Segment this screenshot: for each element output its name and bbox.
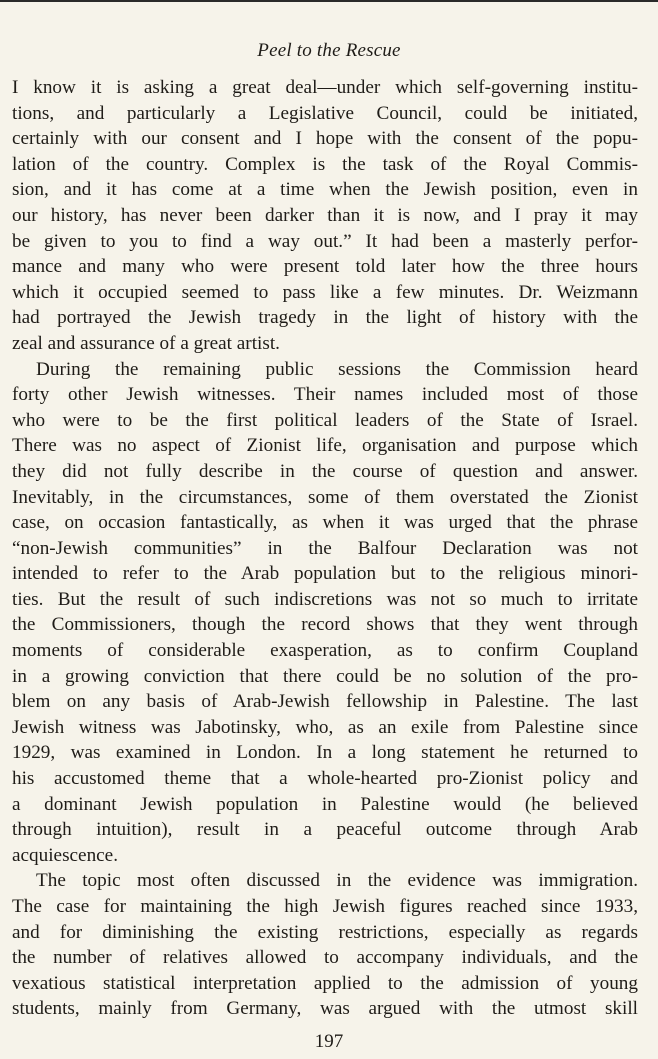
text-line: had portrayed the Jewish tragedy in the light of history with the <box>12 307 638 329</box>
text-line: the number of relatives allowed to accompany individuals, and the <box>12 947 638 969</box>
text-line: his accustomed theme that a whole-hearted pro-Zionist policy and <box>12 768 638 790</box>
text-line: lation of the country. Complex is the task of the Royal Commis- <box>12 153 638 175</box>
text-line: forty other Jewish witnesses. Their names included most of those <box>12 384 638 406</box>
text-line: sion, and it has come at a time when the Jewish position, even in <box>12 179 638 201</box>
text-line: be given to you to find a way out.” It had been a masterly perfor- <box>12 230 638 252</box>
text-line: our history, has never been darker than it is now, and I pray it may <box>12 204 638 226</box>
text-line: in a growing conviction that there could be no solution of the pro- <box>12 665 638 687</box>
text-line: 1929, was examined in London. In a long statement he returned to <box>12 742 638 764</box>
running-head: Peel to the Rescue <box>257 40 401 61</box>
text-line: case, on occasion fantastically, as when it was urged that the phrase <box>12 512 638 534</box>
text-line: acquiescence. <box>12 844 118 866</box>
text-line: vexatious statistical interpretation applied to the admission of young <box>12 972 638 994</box>
paragraph-3 <box>12 868 638 1022</box>
text-line: intended to refer to the Arab population but to the religious minori- <box>12 563 638 585</box>
text-line: certainly with our consent and I hope with the consent of the popu- <box>12 128 638 150</box>
body-text <box>12 75 638 1022</box>
text-line: The case for maintaining the high Jewish figures reached since 1933, <box>12 896 638 917</box>
text-line: they did not fully describe in the course of question and answer. <box>12 460 638 482</box>
text-line: Jewish witness was Jabotinsky, who, as an exile from Palestine since <box>12 716 638 738</box>
text-line: mance and many who were present told later how the three hours <box>12 256 638 278</box>
text-line: There was no aspect of Zionist life, organisation and purpose which <box>12 435 638 457</box>
text-line: ties. But the result of such indiscretions was not so much to irritate <box>12 588 638 610</box>
text-line: through intuition), result in a peaceful outcome through Arab <box>12 819 638 841</box>
text-line: students, mainly from Germany, was argued with the utmost skill <box>12 998 638 1020</box>
page-number: 197 <box>314 1031 344 1052</box>
text-line: “non-Jewish communities” in the Balfour Declaration was not <box>12 537 638 559</box>
text-line: who were to be the first political leaders of the State of Israel. <box>12 409 638 431</box>
text-line: The topic most often discussed in the evidence was immigration. <box>36 870 638 892</box>
text-line: moments of considerable exasperation, as to confirm Coupland <box>12 640 638 662</box>
text-line: the Commissioners, though the record shows that they went through <box>12 614 638 636</box>
paragraph-1 <box>12 75 638 357</box>
paragraph-2 <box>12 357 638 869</box>
text-line: blem on any basis of Arab-Jewish fellowship in Palestine. The last <box>12 691 638 713</box>
text-line: and for diminishing the existing restrictions, especially as regards <box>12 921 638 943</box>
text-line: tions, and particularly a Legislative Council, could be initiated, <box>12 102 638 124</box>
text-line: which it occupied seemed to pass like a few minutes. Dr. Weizmann <box>12 281 638 303</box>
text-line: During the remaining public sessions the Commission heard <box>36 358 638 380</box>
text-line: a dominant Jewish population in Palestine would (he believed <box>12 793 638 815</box>
text-line: Inevitably, in the circumstances, some of them overstated the Zionist <box>12 486 638 508</box>
text-line: zeal and assurance of a great artist. <box>12 332 280 354</box>
text-line: I know it is asking a great deal—under which self-governing institu- <box>12 77 638 98</box>
